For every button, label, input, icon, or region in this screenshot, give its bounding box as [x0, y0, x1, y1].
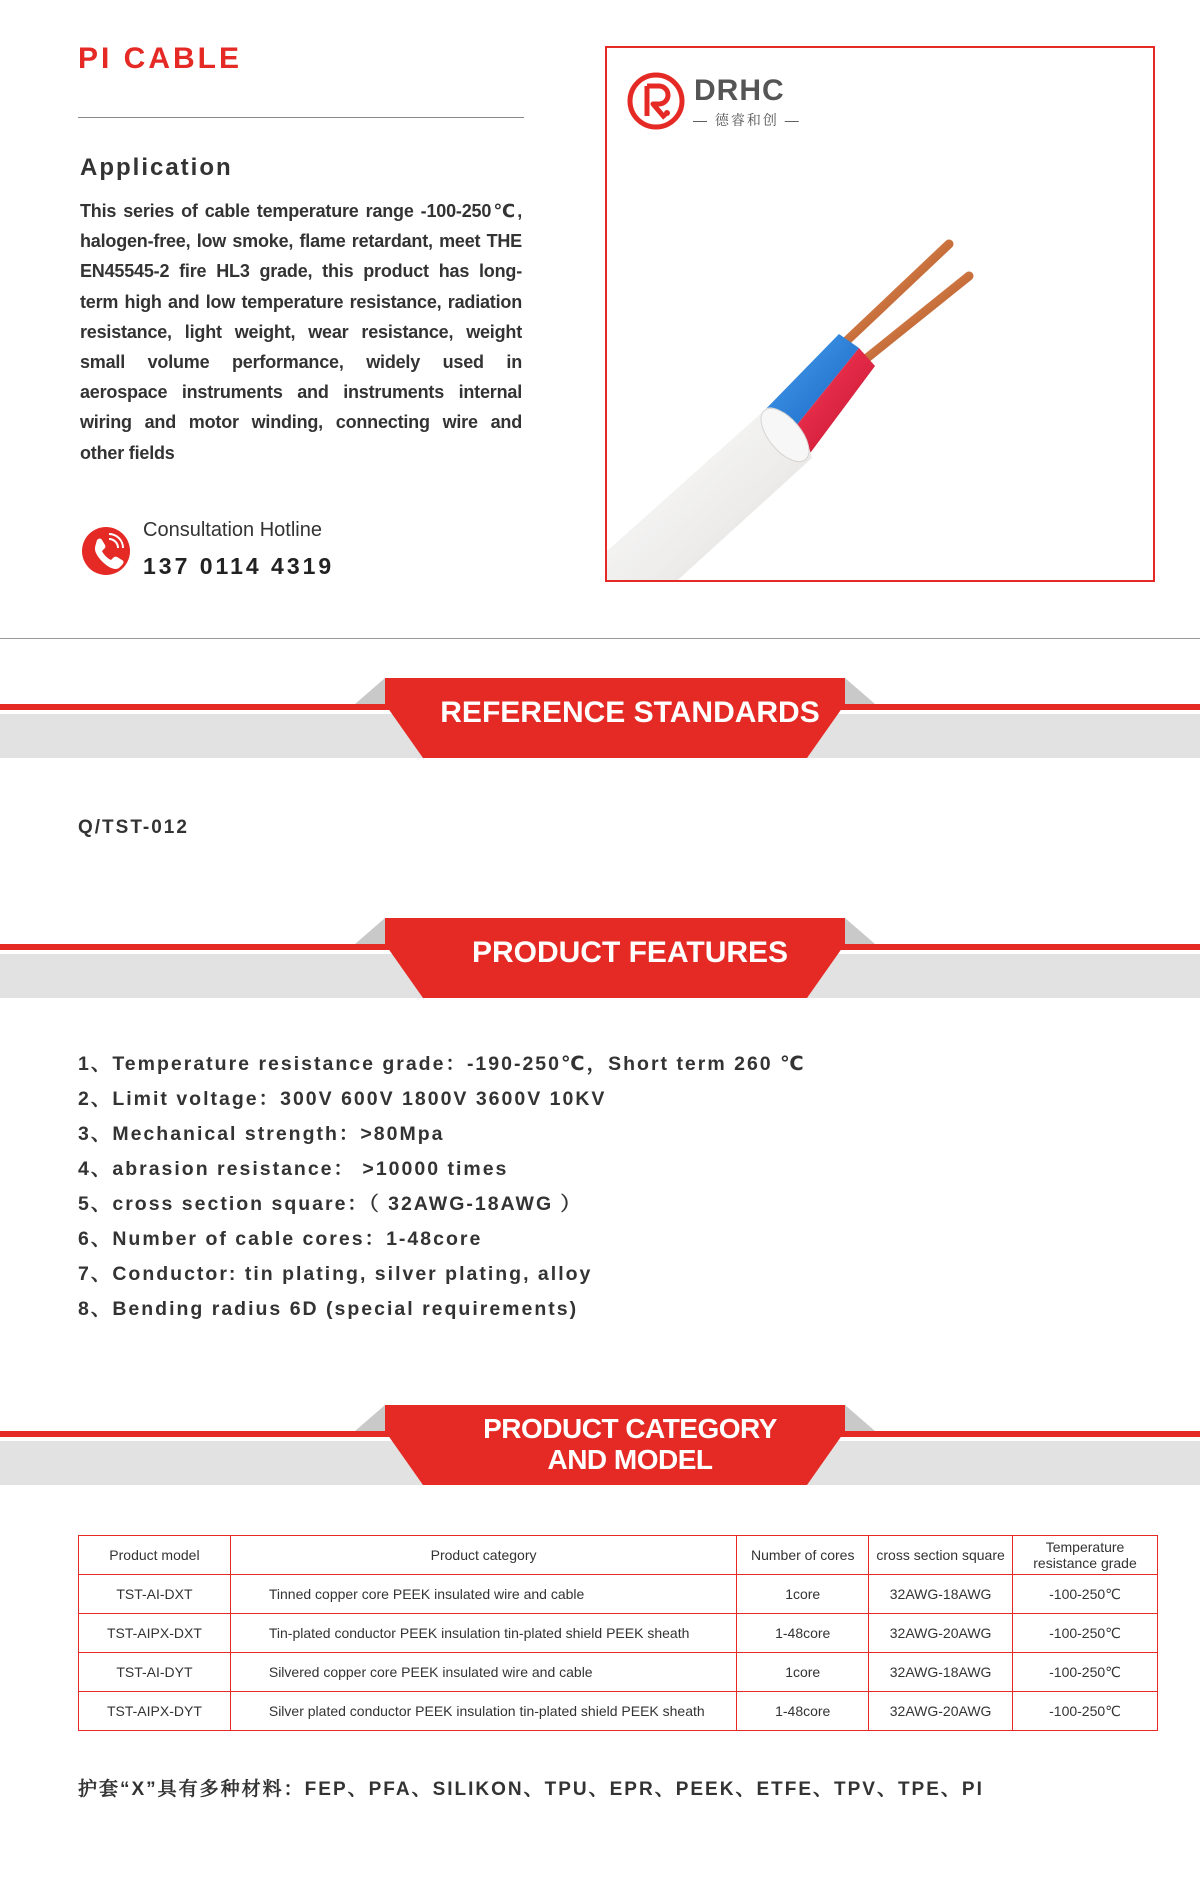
table-cell: 1core: [737, 1575, 869, 1614]
table-cell: TST-AI-DYT: [79, 1653, 231, 1692]
sheath-materials-note: 护套“X”具有多种材料：FEP、PFA、SILIKON、TPU、EPR、PEEK、ETFE、TPV、TPE、PI: [78, 1779, 984, 1800]
phone-icon: [82, 527, 130, 575]
hotline-number: 137 0114 4319: [143, 553, 335, 579]
hotline-label: Consultation Hotline: [143, 519, 322, 541]
table-cell: 32AWG-20AWG: [869, 1692, 1013, 1731]
logo-subtitle: — 德睿和创 —: [693, 112, 801, 128]
table-cell: -100-250℃: [1013, 1692, 1158, 1731]
table-row: [79, 1575, 1158, 1614]
column-header: cross section square: [869, 1536, 1013, 1575]
product-category-title: [390, 1413, 870, 1475]
feature-item: 4、abrasion resistance： >10000 times: [78, 1158, 509, 1180]
title-divider: [78, 117, 524, 118]
table-cell: Tinned copper core PEEK insulated wire and cable: [230, 1575, 736, 1614]
column-header: Temperature resistance grade: [1013, 1536, 1158, 1575]
table-header-row: [79, 1536, 1158, 1575]
table-cell: TST-AIPX-DXT: [79, 1614, 231, 1653]
table-cell: TST-AIPX-DYT: [79, 1692, 231, 1731]
table-row: [79, 1692, 1158, 1731]
feature-item: 3、Mechanical strength：>80Mpa: [78, 1123, 445, 1145]
table-cell: Silver plated conductor PEEK insulation tin-plated shield PEEK sheath: [230, 1692, 736, 1731]
feature-item: 2、Limit voltage：300V 600V 1800V 3600V 10KV: [78, 1088, 607, 1110]
application-description: This series of cable temperature range -100-250℃, halogen-free, low smoke, flame retardant, meet THE EN45545-2 fire HL3 grade, this product has long-term high and low temperature resistance, radiation resistance, light weight, wear resistance, weight small volume performance, widely used in aerospace instruments and instruments internal wiring and motor winding, connecting wire and other fields: [80, 201, 522, 463]
table-cell: 1core: [737, 1653, 869, 1692]
table-cell: -100-250℃: [1013, 1653, 1158, 1692]
product-model-table: [78, 1535, 1158, 1731]
product-category-banner: [0, 1405, 1200, 1485]
standard-code: Q/TST-012: [78, 817, 189, 838]
feature-item: 6、Number of cable cores：1-48core: [78, 1228, 483, 1250]
product-features-title: PRODUCT FEATURES: [471, 936, 789, 969]
product-category-title-line2: AND MODEL: [547, 1444, 713, 1475]
table-cell: -100-250℃: [1013, 1575, 1158, 1614]
product-features-banner: [0, 918, 1200, 998]
cable-illustration: [607, 48, 1155, 582]
section-separator: [0, 638, 1200, 639]
table-row: [79, 1614, 1158, 1653]
table-cell: Tin-plated conductor PEEK insulation tin-plated shield PEEK sheath: [230, 1614, 736, 1653]
feature-item: 8、Bending radius 6D (special requirements): [78, 1298, 579, 1320]
reference-standards-banner: [0, 678, 1200, 758]
application-heading: Application: [80, 154, 233, 181]
table-cell: TST-AI-DXT: [79, 1575, 231, 1614]
table-cell: Silvered copper core PEEK insulated wire and cable: [230, 1653, 736, 1692]
product-photo-frame: [605, 46, 1155, 582]
logo-name: DRHC: [694, 74, 785, 107]
table-row: [79, 1653, 1158, 1692]
product-category-title-line1: PRODUCT CATEGORY: [483, 1413, 777, 1444]
page-title: PI CABLE: [78, 42, 243, 75]
feature-item: 7、Conductor: tin plating, silver plating, alloy: [78, 1263, 593, 1285]
column-header: Number of cores: [737, 1536, 869, 1575]
feature-item: 1、Temperature resistance grade：-190-250℃，Short term 260 ℃: [78, 1053, 806, 1075]
table-cell: 1-48core: [737, 1692, 869, 1731]
table-cell: 32AWG-18AWG: [869, 1575, 1013, 1614]
table-cell: 1-48core: [737, 1614, 869, 1653]
table-cell: -100-250℃: [1013, 1614, 1158, 1653]
features-list: [78, 1047, 806, 1327]
reference-standards-title: REFERENCE STANDARDS: [440, 696, 820, 729]
table-cell: 32AWG-18AWG: [869, 1653, 1013, 1692]
column-header: Product model: [79, 1536, 231, 1575]
feature-item: 5、cross section square：（ 32AWG-18AWG ）: [78, 1193, 583, 1215]
column-header: Product category: [230, 1536, 736, 1575]
table-cell: 32AWG-20AWG: [869, 1614, 1013, 1653]
